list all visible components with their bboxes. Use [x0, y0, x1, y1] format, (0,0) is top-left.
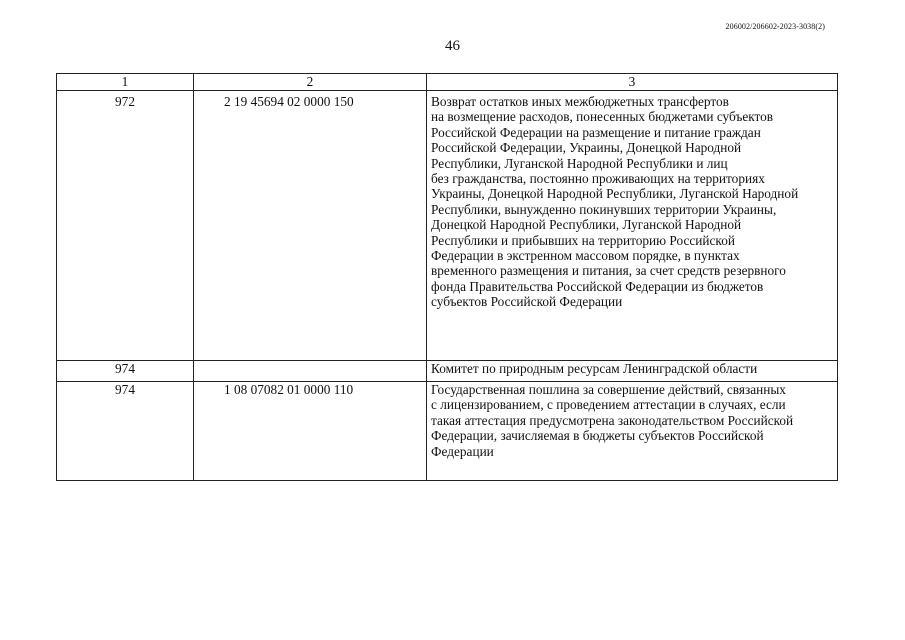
description-line: с лицензированием, с проведением аттестации в случаях, если: [431, 397, 786, 413]
column-header-3: 3: [427, 74, 838, 91]
admin-code-cell: 972: [57, 91, 194, 361]
description-line: Республики, Луганской Народной Республики и лиц: [431, 155, 728, 171]
description-line: Федерации: [431, 443, 494, 459]
description-line: Федерации, зачисляемая в бюджеты субъектов Российской: [431, 428, 764, 444]
description-line: фонда Правительства Российской Федерации из бюджетов: [431, 278, 764, 294]
description-line: Российской Федерации, Украины, Донецкой Народной: [431, 140, 742, 156]
budget-code-cell: [194, 361, 427, 382]
budget-code-cell: 1 08 07082 01 0000 110: [194, 382, 427, 481]
description-line: Федерации в экстренном массовом порядке, в пунктах: [431, 248, 740, 264]
description-line: субъектов Российской Федерации: [431, 294, 623, 310]
description-line: Государственная пошлина за совершение действий, связанных: [431, 382, 786, 397]
description-line: Донецкой Народной Республики, Луганской Народной: [431, 217, 742, 233]
admin-code-cell: 974: [57, 361, 194, 382]
table-row: [57, 361, 838, 382]
description-line: Комитет по природным ресурсам Ленинградской области: [431, 361, 758, 376]
description-line: Российской Федерации на размещение и питание граждан: [431, 124, 761, 140]
description-line: Республики и прибывших на территорию Российской: [431, 232, 735, 248]
description-line: без гражданства, постоянно проживающих на территориях: [431, 171, 765, 187]
table-row: [57, 91, 838, 361]
column-header-1: 1: [57, 74, 194, 91]
description-line: Возврат остатков иных межбюджетных трансфертов: [431, 94, 729, 109]
admin-code-cell: 974: [57, 382, 194, 481]
table-header-row: [57, 74, 838, 91]
budget-code-cell: 2 19 45694 02 0000 150: [194, 91, 427, 361]
table-row: [57, 382, 838, 481]
description-line: Украины, Донецкой Народной Республики, Луганской Народной: [431, 186, 799, 202]
column-header-2: 2: [194, 74, 427, 91]
document-code: 206002/206602-2023-3038(2): [725, 22, 825, 31]
description-cell: [427, 382, 838, 481]
budget-codes-table: [56, 73, 838, 481]
description-line: на возмещение расходов, понесенных бюджетами субъектов: [431, 109, 774, 125]
page-number: 46: [445, 38, 460, 54]
description-line: такая аттестация предусмотрена законодательством Российской: [431, 412, 794, 428]
description-line: Республики, вынужденно покинувших территории Украины,: [431, 201, 777, 217]
description-cell: [427, 91, 838, 361]
description-cell: [427, 361, 838, 382]
description-line: временного размещения и питания, за счет средств резервного: [431, 263, 786, 279]
